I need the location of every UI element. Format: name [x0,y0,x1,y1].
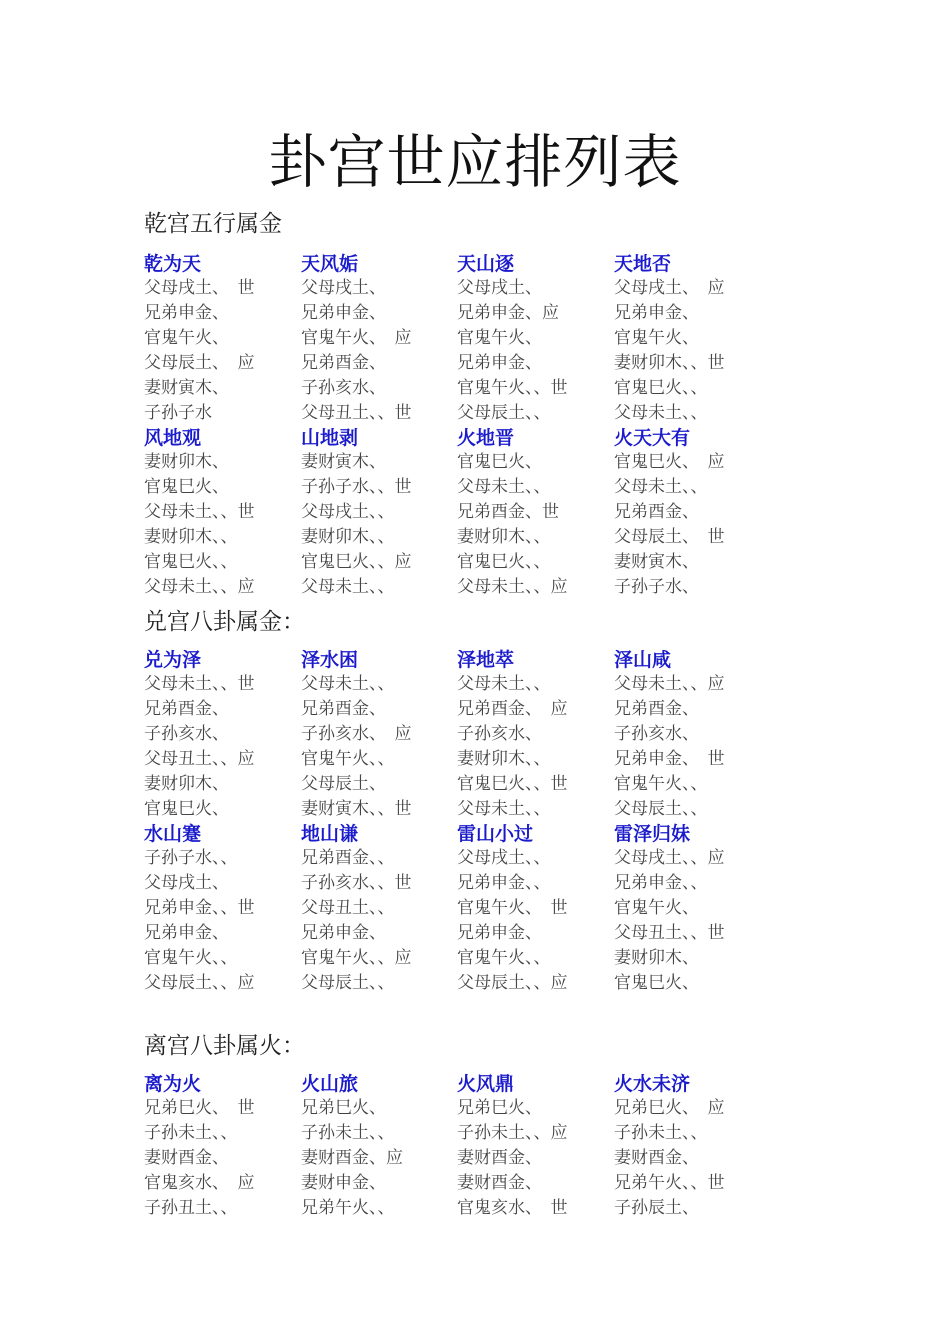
yao-line: 父母辰土、、 [457,403,551,423]
yao-line: 兄弟巳火、 [301,1098,386,1118]
yao-line: 父母未土、、 [301,577,395,597]
yao-line: 父母戌土、 应 [614,278,725,298]
yao-line: 官鬼巳火、、 [144,552,238,572]
hexagram-name: 天风姤 [301,253,359,275]
hexagram-block [614,822,770,996]
hexagram-block [301,1072,457,1221]
yao-line: 官鬼午火、、应 [301,948,412,968]
hexagram-block [457,426,613,600]
section-title: 离宫八卦属火： [144,1033,305,1059]
yao-line: 父母辰土、、 [614,799,708,819]
yao-line: 父母未土、、 [301,674,395,694]
yao-line: 兄弟酉金、 [614,699,699,719]
hexagram-name: 雷山小过 [457,823,534,845]
yao-line: 兄弟酉金、 [144,699,229,719]
yao-line: 官鬼巳火、 [457,452,542,472]
hexagram-block [614,252,770,426]
yao-line: 父母未土、、世 [144,502,255,522]
yao-line: 父母戌土、 [457,278,542,298]
yao-line: 官鬼午火、 [614,328,699,348]
yao-line: 父母丑土、、世 [301,403,412,423]
hexagram-block [457,648,613,822]
yao-line: 父母未土、、 [614,403,708,423]
hexagram-block [144,1072,300,1221]
yao-line: 父母未土、、应 [614,674,725,694]
yao-line: 父母未土、、应 [144,577,255,597]
yao-line: 兄弟申金、 [301,303,386,323]
yao-line: 父母未土、、应 [457,577,568,597]
hexagram-name: 火山旅 [301,1073,359,1095]
hexagram-block [457,252,613,426]
hexagram-block [457,822,613,996]
yao-line: 兄弟申金、、 [457,873,551,893]
yao-line: 子孙亥水、 [301,378,386,398]
document-title: 卦宫世应排列表 [268,128,682,196]
hexagram-block [144,252,300,426]
yao-line: 官鬼亥水、 应 [144,1173,255,1193]
yao-line: 官鬼巳火、 [144,799,229,819]
hexagram-name: 火天大有 [614,427,691,449]
yao-line: 兄弟申金、 [614,303,699,323]
yao-line: 妻财寅木、 [614,552,699,572]
yao-line: 子孙子水、、 [144,848,238,868]
yao-line: 妻财卯木、 [614,948,699,968]
yao-line: 兄弟酉金、世 [457,502,559,522]
yao-line: 兄弟申金、 [144,923,229,943]
yao-line: 子孙子水、、世 [301,477,412,497]
yao-line: 官鬼巳火、、 [457,552,551,572]
hexagram-name: 水山蹇 [144,823,202,845]
yao-line: 父母未土、、 [457,674,551,694]
yao-line: 官鬼午火、 [614,898,699,918]
yao-line: 兄弟酉金、 [614,502,699,522]
yao-line: 兄弟巳火、 [457,1098,542,1118]
hexagram-block [614,648,770,822]
yao-line: 妻财酉金、 [457,1148,542,1168]
hexagram-block [144,822,300,996]
hexagram-name: 乾为天 [144,253,202,275]
yao-line: 子孙子水、 [614,577,699,597]
yao-line: 官鬼巳火、、 [614,378,708,398]
hexagram-name: 火地晋 [457,427,515,449]
hexagram-name: 天山逐 [457,253,515,275]
yao-line: 父母辰土、、 [301,973,395,993]
yao-line: 兄弟酉金、 [301,699,386,719]
yao-line: 子孙未土、、应 [457,1123,568,1143]
hexagram-name: 泽水困 [301,649,359,671]
yao-line: 子孙未土、、 [144,1123,238,1143]
yao-line: 子孙丑土、、 [144,1198,238,1218]
yao-line: 兄弟申金、、 [614,873,708,893]
yao-line: 官鬼午火、、 [301,749,395,769]
hexagram-name: 泽山咸 [614,649,672,671]
hexagram-name: 火风鼎 [457,1073,515,1095]
hexagram-block [301,822,457,996]
hexagram-block [614,1072,770,1221]
hexagram-block [301,426,457,600]
yao-line: 父母未土、、 [614,477,708,497]
yao-line: 父母辰土、、应 [144,973,255,993]
yao-line: 父母戌土、、 [457,848,551,868]
yao-line: 官鬼巳火、 [614,973,699,993]
hexagram-name: 火水未济 [614,1073,691,1095]
yao-line: 兄弟午火、、世 [614,1173,725,1193]
yao-line: 子孙未土、、 [301,1123,395,1143]
yao-line: 兄弟申金、 [144,303,229,323]
yao-line: 兄弟申金、、世 [144,898,255,918]
yao-line: 子孙亥水、 [144,724,229,744]
yao-line: 妻财寅木、 [301,452,386,472]
yao-line: 父母辰土、 世 [614,527,725,547]
yao-line: 妻财酉金、 [614,1148,699,1168]
yao-line: 妻财卯木、、 [457,749,551,769]
hexagram-block [457,1072,613,1221]
yao-line: 父母丑土、、应 [144,749,255,769]
yao-line: 官鬼亥水、 世 [457,1198,568,1218]
yao-line: 妻财寅木、 [144,378,229,398]
yao-line: 父母辰土、 应 [144,353,255,373]
yao-line: 妻财卯木、、世 [614,353,725,373]
yao-line: 父母戌土、、 [301,502,395,522]
yao-line: 父母戌土、 [301,278,386,298]
yao-line: 妻财卯木、、 [457,527,551,547]
yao-line: 子孙辰土、 [614,1198,699,1218]
yao-line: 兄弟申金、 [457,923,542,943]
yao-line: 官鬼午火、 [457,328,542,348]
yao-line: 官鬼午火、、 [457,948,551,968]
yao-line: 子孙未土、、 [614,1123,708,1143]
yao-line: 兄弟申金、 世 [614,749,725,769]
yao-line: 妻财卯木、、 [144,527,238,547]
yao-line: 父母戌土、 世 [144,278,255,298]
yao-line: 父母戌土、 [144,873,229,893]
yao-line: 官鬼巳火、、世 [457,774,568,794]
yao-line: 官鬼巳火、 [144,477,229,497]
yao-line: 妻财卯木、 [144,774,229,794]
yao-line: 子孙亥水、 [457,724,542,744]
yao-line: 父母丑土、、 [301,898,395,918]
yao-line: 子孙亥水、 [614,724,699,744]
hexagram-name: 山地剥 [301,427,359,449]
yao-line: 妻财卯木、 [144,452,229,472]
yao-line: 官鬼午火、 [144,328,229,348]
yao-line: 兄弟申金、 [457,353,542,373]
yao-line: 妻财酉金、应 [301,1148,403,1168]
yao-line: 父母丑土、、世 [614,923,725,943]
yao-line: 父母辰土、、应 [457,973,568,993]
yao-line: 官鬼午火、、 [144,948,238,968]
yao-line: 兄弟巳火、 应 [614,1098,725,1118]
yao-line: 妻财酉金、 [144,1148,229,1168]
section-title: 乾宫五行属金 [144,211,282,237]
yao-line: 父母未土、、 [457,477,551,497]
yao-line: 兄弟酉金、 [301,353,386,373]
hexagram-block [614,426,770,600]
hexagram-name: 兑为泽 [144,649,202,671]
yao-line: 父母辰土、 [301,774,386,794]
hexagram-name: 泽地萃 [457,649,515,671]
section-title: 兑宫八卦属金： [144,609,305,635]
yao-line: 兄弟申金、 [301,923,386,943]
yao-line: 官鬼午火、 世 [457,898,568,918]
yao-line: 子孙子水 [144,403,212,423]
yao-line: 子孙亥水、、世 [301,873,412,893]
hexagram-name: 天地否 [614,253,672,275]
hexagram-block [301,648,457,822]
yao-line: 父母未土、、 [457,799,551,819]
yao-line: 官鬼午火、 应 [301,328,412,348]
yao-line: 妻财寅木、、世 [301,799,412,819]
yao-line: 父母未土、、世 [144,674,255,694]
yao-line: 官鬼午火、、世 [457,378,568,398]
yao-line: 兄弟午火、、 [301,1198,395,1218]
hexagram-name: 雷泽归妹 [614,823,691,845]
yao-line: 父母戌土、、应 [614,848,725,868]
yao-line: 兄弟申金、应 [457,303,559,323]
yao-line: 兄弟酉金、、 [301,848,395,868]
yao-line: 妻财申金、 [301,1173,386,1193]
hexagram-name: 风地观 [144,427,202,449]
yao-line: 官鬼巳火、 应 [614,452,725,472]
hexagram-name: 地山谦 [301,823,359,845]
yao-line: 官鬼午火、、 [614,774,708,794]
yao-line: 兄弟巳火、 世 [144,1098,255,1118]
yao-line: 妻财酉金、 [457,1173,542,1193]
hexagram-block [144,426,300,600]
yao-line: 官鬼巳火、、应 [301,552,412,572]
yao-line: 兄弟酉金、 应 [457,699,568,719]
hexagram-block [144,648,300,822]
hexagram-name: 离为火 [144,1073,202,1095]
yao-line: 子孙亥水、 应 [301,724,412,744]
hexagram-block [301,252,457,426]
yao-line: 妻财卯木、、 [301,527,395,547]
